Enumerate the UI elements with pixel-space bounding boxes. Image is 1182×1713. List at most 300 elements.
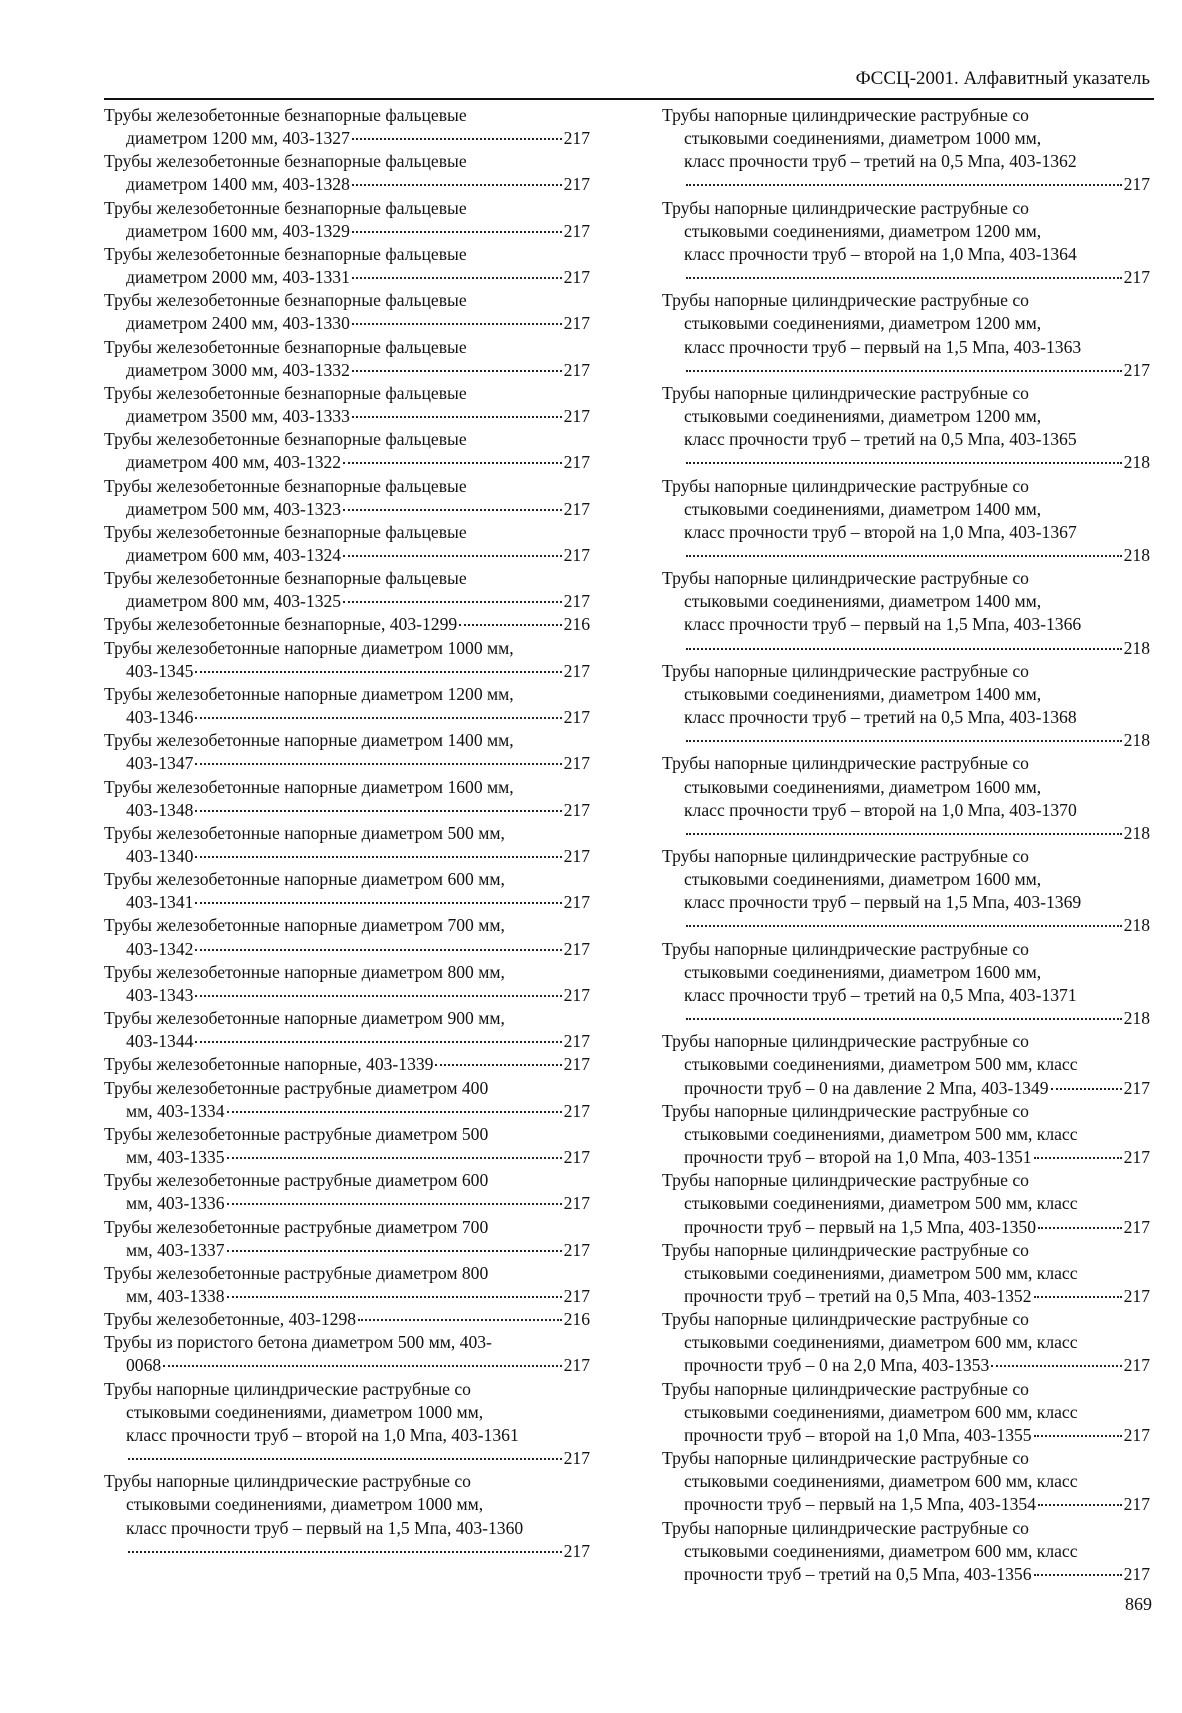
- index-page-ref: 217: [1123, 1494, 1150, 1515]
- index-entry-text: Трубы напорные цилиндрические раструбные со: [662, 1309, 1029, 1330]
- dot-leader: [128, 1551, 562, 1553]
- index-entry-line: [662, 845, 1150, 868]
- index-entry-text: класс прочности труб – первый на 1,5 Мпа, 403-1366: [684, 614, 1082, 635]
- index-entry-line: [104, 961, 590, 984]
- index-entry-line: [104, 1378, 590, 1401]
- index-entry-text: мм, 403-1338: [126, 1285, 225, 1306]
- index-entry-line: [104, 938, 590, 961]
- index-entry-text: Трубы из пористого бетона диаметром 500 мм, 403-: [104, 1332, 492, 1353]
- index-page-ref: 217: [563, 128, 590, 149]
- index-entry-line: [104, 1447, 590, 1470]
- index-entry-line: [104, 1030, 590, 1053]
- index-entry-line: [104, 1100, 590, 1123]
- dot-leader: [1038, 1504, 1122, 1506]
- index-page-ref: 217: [563, 174, 590, 195]
- index-page-ref: 217: [1123, 359, 1150, 380]
- index-page-ref: 216: [563, 614, 590, 635]
- index-entry-line: [662, 1540, 1150, 1563]
- index-entry-line: [662, 891, 1150, 914]
- index-entry-text: прочности труб – 0 на давление 2 Мпа, 403-1349: [684, 1077, 1049, 1098]
- index-entry-line: [662, 1192, 1150, 1215]
- index-entry-line: [662, 1239, 1150, 1262]
- index-entry-line: [662, 984, 1150, 1007]
- index-entry-line: [104, 1239, 590, 1262]
- index-entry-text: прочности труб – третий на 0,5 Мпа, 403-1356: [684, 1563, 1032, 1584]
- index-entry-line: [104, 776, 590, 799]
- index-entry-text: стыковыми соединениями, диаметром 600 мм, класс: [684, 1471, 1078, 1492]
- index-entry-line: [104, 914, 590, 937]
- index-entry-text: мм, 403-1334: [126, 1100, 225, 1121]
- index-entry-line: [104, 1192, 590, 1215]
- index-page-ref: 217: [563, 1147, 590, 1168]
- index-entry-text: Трубы железобетонные напорные диаметром 900 мм,: [104, 1008, 505, 1029]
- index-entry-text: диаметром 2400 мм, 403-1330: [126, 313, 350, 334]
- index-entry-line: [662, 1517, 1150, 1540]
- index-entry: [662, 1100, 1150, 1169]
- index-entry-text: Трубы напорные цилиндрические раструбные со: [662, 1239, 1029, 1260]
- dot-leader: [686, 555, 1122, 557]
- index-entry: [662, 104, 1150, 197]
- index-page-ref: 217: [563, 938, 590, 959]
- index-entry-text: стыковыми соединениями, диаметром 1000 мм,: [126, 1494, 484, 1515]
- index-page-ref: 217: [563, 1448, 590, 1469]
- index-entry-line: [104, 243, 590, 266]
- index-entry-line: [662, 1285, 1150, 1308]
- index-entry-line: [104, 197, 590, 220]
- dot-leader: [227, 1111, 562, 1113]
- index-entry-text: диаметром 2000 мм, 403-1331: [126, 267, 350, 288]
- index-entry-line: [104, 822, 590, 845]
- index-entry-text: 0068: [126, 1355, 162, 1376]
- index-entry-text: стыковыми соединениями, диаметром 1200 мм,: [684, 313, 1042, 334]
- index-entry: [104, 1007, 590, 1053]
- index-entry-line: [662, 914, 1150, 937]
- dot-leader: [195, 810, 561, 812]
- index-entry-line: [104, 150, 590, 173]
- index-entry-text: Трубы железобетонные безнапорные фальцевые: [104, 105, 467, 125]
- dot-leader: [227, 1203, 562, 1205]
- index-entry-line: [662, 405, 1150, 428]
- index-entry-line: [662, 1169, 1150, 1192]
- index-entry-line: [662, 1308, 1150, 1331]
- index-entry-text: Трубы железобетонные безнапорные фальцевые: [104, 197, 467, 218]
- index-page-ref: 217: [1123, 1285, 1150, 1306]
- index-entry-text: 403-1341: [126, 892, 194, 913]
- dot-leader: [352, 138, 562, 140]
- dot-leader: [686, 184, 1122, 186]
- page-number: 869: [1125, 1594, 1152, 1614]
- dot-leader: [343, 601, 562, 603]
- index-entry-line: [104, 590, 590, 613]
- index-entry-line: [662, 1493, 1150, 1516]
- index-entry-line: [662, 266, 1150, 289]
- index-entry-text: стыковыми соединениями, диаметром 600 мм, класс: [684, 1540, 1078, 1561]
- index-entry-line: [104, 1424, 590, 1447]
- index-entry: [662, 567, 1150, 660]
- index-entry-line: [662, 359, 1150, 382]
- index-entry-text: Трубы железобетонные напорные диаметром 600 мм,: [104, 869, 505, 890]
- index-entry-line: [104, 405, 590, 428]
- index-entry-line: [662, 1354, 1150, 1377]
- index-entry-line: [662, 1146, 1150, 1169]
- index-entry-text: класс прочности труб – третий на 0,5 Мпа, 403-1368: [684, 707, 1077, 728]
- index-entry: [104, 1331, 590, 1377]
- index-page-ref: 218: [1123, 1008, 1150, 1029]
- index-page-ref: 217: [563, 1054, 590, 1075]
- index-entry-text: класс прочности труб – третий на 0,5 Мпа, 403-1362: [684, 151, 1077, 172]
- dot-leader: [352, 323, 562, 325]
- index-entry-line: [662, 567, 1150, 590]
- index-entry: [104, 961, 590, 1007]
- index-entry-line: [662, 197, 1150, 220]
- index-page-ref: 217: [563, 359, 590, 380]
- index-entry-text: класс прочности труб – второй на 1,0 Мпа, 403-1361: [126, 1424, 519, 1445]
- index-entry-line: [662, 498, 1150, 521]
- index-entry-text: стыковыми соединениями, диаметром 1600 мм,: [684, 961, 1042, 982]
- index-entry-text: Трубы железобетонные раструбные диаметром 700: [104, 1216, 489, 1237]
- index-entry-line: [104, 220, 590, 243]
- index-entry-line: [104, 799, 590, 822]
- index-entry-line: [104, 567, 590, 590]
- index-entry-text: Трубы железобетонные раструбные диаметром 500: [104, 1123, 489, 1144]
- index-entry-line: [662, 243, 1150, 266]
- index-entry-text: класс прочности труб – второй на 1,0 Мпа, 403-1370: [684, 799, 1077, 820]
- dot-leader: [128, 1458, 562, 1460]
- dot-leader: [195, 902, 561, 904]
- index-entry-line: [104, 1216, 590, 1239]
- index-page-ref: 217: [563, 544, 590, 565]
- dot-leader: [195, 856, 561, 858]
- index-entry-line: [104, 1262, 590, 1285]
- dot-leader: [686, 740, 1122, 742]
- index-entry-line: [662, 938, 1150, 961]
- dot-leader: [686, 462, 1122, 464]
- index-entry: [104, 1216, 590, 1262]
- index-entry-text: Трубы железобетонные безнапорные фальцевые: [104, 382, 467, 403]
- index-entry-line: [662, 1401, 1150, 1424]
- index-entry: [104, 683, 590, 729]
- index-entry-text: стыковыми соединениями, диаметром 500 мм, класс: [684, 1054, 1078, 1075]
- index-entry-text: Трубы напорные цилиндрические раструбные со: [662, 660, 1029, 681]
- index-entry-text: Трубы напорные цилиндрические раструбные со: [662, 753, 1029, 774]
- index-entry-text: Трубы железобетонные раструбные диаметром 600: [104, 1170, 489, 1191]
- index-entry-text: 403-1342: [126, 938, 194, 959]
- index-page-ref: 217: [1123, 1216, 1150, 1237]
- dot-leader: [686, 370, 1122, 372]
- dot-leader: [343, 509, 562, 511]
- index-entry-line: [104, 498, 590, 521]
- index-entry-text: стыковыми соединениями, диаметром 1600 мм,: [684, 869, 1042, 890]
- index-entry-line: [104, 683, 590, 706]
- index-entry: [662, 197, 1150, 290]
- index-entry: [662, 660, 1150, 753]
- index-entry: [104, 1053, 590, 1076]
- index-entry-text: диаметром 1600 мм, 403-1329: [126, 220, 350, 241]
- index-entry-text: Трубы железобетонные безнапорные фальцевые: [104, 243, 467, 264]
- index-entry-line: [662, 1030, 1150, 1053]
- index-entry-line: [104, 868, 590, 891]
- index-entry-line: [662, 1007, 1150, 1030]
- index-entry-line: [104, 1517, 590, 1540]
- index-entry: [104, 243, 590, 289]
- index-entry-line: [104, 891, 590, 914]
- index-page-ref: 217: [563, 267, 590, 288]
- index-column-left: [104, 104, 590, 1563]
- index-entry-text: Трубы напорные цилиндрические раструбные со: [104, 1378, 471, 1399]
- index-entry-line: [662, 1378, 1150, 1401]
- index-entry-line: [662, 961, 1150, 984]
- index-entry-text: класс прочности труб – второй на 1,0 Мпа, 403-1364: [684, 243, 1077, 264]
- index-entry-line: [662, 683, 1150, 706]
- dot-leader: [195, 717, 561, 719]
- index-page-ref: 217: [1123, 1077, 1150, 1098]
- index-entry-line: [662, 173, 1150, 196]
- index-page-ref: 217: [563, 1100, 590, 1121]
- index-entry-text: диаметром 3000 мм, 403-1332: [126, 359, 350, 380]
- index-entry-text: класс прочности труб – первый на 1,5 Мпа, 403-1360: [126, 1517, 524, 1538]
- index-entry-text: диаметром 600 мм, 403-1324: [126, 544, 342, 565]
- index-entry-line: [104, 1053, 590, 1076]
- index-entry-text: 403-1348: [126, 799, 194, 820]
- index-entry-text: класс прочности труб – второй на 1,0 Мпа, 403-1367: [684, 521, 1077, 542]
- index-entry-line: [662, 706, 1150, 729]
- index-entry-line: [104, 127, 590, 150]
- index-entry-line: [662, 590, 1150, 613]
- index-entry-line: [104, 1123, 590, 1146]
- index-entry-text: диаметром 800 мм, 403-1325: [126, 591, 342, 612]
- index-entry-text: стыковыми соединениями, диаметром 1400 мм,: [684, 498, 1042, 519]
- index-entry-text: стыковыми соединениями, диаметром 1000 мм,: [126, 1401, 484, 1422]
- index-entry-text: Трубы напорные цилиндрические раструбные со: [662, 1517, 1029, 1538]
- index-entry-text: диаметром 500 мм, 403-1323: [126, 498, 342, 519]
- dot-leader: [1051, 1088, 1122, 1090]
- index-entry: [104, 150, 590, 196]
- index-entry-text: стыковыми соединениями, диаметром 500 мм, класс: [684, 1262, 1078, 1283]
- index-entry-text: Трубы напорные цилиндрические раструбные со: [662, 1031, 1029, 1052]
- index-entry-line: [662, 1470, 1150, 1493]
- index-entry-text: Трубы напорные цилиндрические раструбные со: [662, 938, 1029, 959]
- index-entry-text: 403-1343: [126, 984, 194, 1005]
- index-entry-text: 403-1347: [126, 753, 194, 774]
- index-entry-line: [104, 1169, 590, 1192]
- index-entry-text: прочности труб – 0 на 2,0 Мпа, 403-1353: [684, 1355, 990, 1376]
- index-entry-text: Трубы железобетонные напорные диаметром 1000 мм,: [104, 637, 514, 658]
- index-entry-line: [104, 637, 590, 660]
- index-entry: [104, 336, 590, 382]
- index-page-ref: 217: [563, 452, 590, 473]
- dot-leader: [195, 949, 561, 951]
- index-entry-line: [662, 1216, 1150, 1239]
- index-entry-line: [104, 1285, 590, 1308]
- dot-leader: [686, 277, 1122, 279]
- dot-leader: [352, 231, 562, 233]
- index-entry-text: Трубы железобетонные напорные диаметром 1600 мм,: [104, 776, 514, 797]
- dot-leader: [195, 1041, 561, 1043]
- index-entry-line: [104, 1540, 590, 1563]
- index-entry-text: Трубы напорные цилиндрические раструбные со: [662, 1448, 1029, 1469]
- index-entry-text: Трубы железобетонные безнапорные фальцевые: [104, 151, 467, 172]
- index-entry-text: Трубы железобетонные напорные диаметром 1200 мм,: [104, 683, 514, 704]
- index-page-ref: 217: [1123, 1147, 1150, 1168]
- index-entry: [104, 1169, 590, 1215]
- index-entry-text: Трубы железобетонные безнапорные, 403-1299: [104, 614, 458, 635]
- index-entry-line: [104, 266, 590, 289]
- index-page-ref: 217: [563, 1285, 590, 1306]
- dot-leader: [227, 1296, 562, 1298]
- index-page-ref: 216: [563, 1309, 590, 1330]
- index-entry-text: Трубы железобетонные безнапорные фальцевые: [104, 521, 467, 542]
- index-entry-line: [662, 868, 1150, 891]
- index-page-ref: 217: [1123, 1355, 1150, 1376]
- index-entry: [662, 475, 1150, 568]
- dot-leader: [1034, 1157, 1122, 1159]
- dot-leader: [991, 1365, 1121, 1367]
- index-entry-line: [662, 613, 1150, 636]
- dot-leader: [227, 1250, 562, 1252]
- dot-leader: [195, 995, 561, 997]
- index-entry-line: [104, 1077, 590, 1100]
- index-entry-text: стыковыми соединениями, диаметром 1200 мм,: [684, 406, 1042, 427]
- index-entry-text: стыковыми соединениями, диаметром 1200 мм,: [684, 220, 1042, 241]
- index-entry-text: Трубы железобетонные напорные диаметром 1400 мм,: [104, 730, 514, 751]
- index-page-ref: 217: [563, 892, 590, 913]
- index-page-ref: 217: [563, 1193, 590, 1214]
- index-entry-line: [662, 1123, 1150, 1146]
- index-page-ref: 217: [1123, 1563, 1150, 1584]
- index-entry-line: [104, 336, 590, 359]
- index-entry-text: мм, 403-1335: [126, 1147, 225, 1168]
- index-entry-line: [662, 104, 1150, 127]
- index-page-ref: 217: [563, 799, 590, 820]
- dot-leader: [686, 1018, 1122, 1020]
- index-entry-line: [662, 1053, 1150, 1076]
- index-entry-text: прочности труб – первый на 1,5 Мпа, 403-1350: [684, 1216, 1037, 1237]
- index-entry-text: стыковыми соединениями, диаметром 600 мм, класс: [684, 1332, 1078, 1353]
- index-entry: [662, 1239, 1150, 1308]
- index-entry-text: класс прочности труб – третий на 0,5 Мпа, 403-1371: [684, 984, 1077, 1005]
- index-entry-text: Трубы железобетонные раструбные диаметром 400: [104, 1077, 489, 1098]
- index-entry: [104, 521, 590, 567]
- index-entry: [104, 567, 590, 613]
- dot-leader: [686, 925, 1122, 927]
- index-entry: [104, 868, 590, 914]
- index-entry-text: Трубы напорные цилиндрические раструбные со: [104, 1471, 471, 1492]
- index-entry: [662, 938, 1150, 1031]
- index-entry-line: [104, 312, 590, 335]
- index-entry-line: [104, 845, 590, 868]
- index-entry-text: Трубы железобетонные безнапорные фальцевые: [104, 475, 467, 496]
- index-entry-line: [662, 127, 1150, 150]
- dot-leader: [1034, 1435, 1122, 1437]
- index-entry: [662, 1308, 1150, 1377]
- index-entry-text: Трубы напорные цилиндрические раструбные со: [662, 105, 1029, 125]
- dot-leader: [1034, 1574, 1122, 1576]
- index-entry-line: [662, 220, 1150, 243]
- index-entry-text: класс прочности труб – третий на 0,5 Мпа, 403-1365: [684, 429, 1077, 450]
- index-entry-text: Трубы железобетонные напорные диаметром 700 мм,: [104, 915, 505, 936]
- index-page-ref: 217: [563, 1031, 590, 1052]
- index-entry: [662, 1517, 1150, 1586]
- index-entry: [104, 197, 590, 243]
- index-entry: [104, 382, 590, 428]
- index-entry-line: [104, 1354, 590, 1377]
- index-entry-line: [104, 984, 590, 1007]
- dot-leader: [358, 1319, 562, 1321]
- dot-leader: [686, 833, 1122, 835]
- dot-leader: [352, 370, 562, 372]
- index-entry-text: Трубы железобетонные безнапорные фальцевые: [104, 429, 467, 450]
- index-entry-line: [104, 475, 590, 498]
- index-entry-text: Трубы напорные цилиндрические раструбные со: [662, 846, 1029, 866]
- index-entry-text: диаметром 400 мм, 403-1322: [126, 452, 342, 473]
- index-entry-text: прочности труб – второй на 1,0 Мпа, 403-1351: [684, 1147, 1032, 1168]
- dot-leader: [352, 277, 562, 279]
- index-entry-line: [104, 1007, 590, 1030]
- index-entry: [662, 289, 1150, 382]
- index-page-ref: 217: [1123, 1424, 1150, 1445]
- index-entry-line: [662, 521, 1150, 544]
- index-page-ref: 217: [1123, 267, 1150, 288]
- index-entry-line: [662, 544, 1150, 567]
- index-entry-line: [662, 1100, 1150, 1123]
- index-entry-line: [104, 1470, 590, 1493]
- index-entry-line: [104, 173, 590, 196]
- index-entry-text: стыковыми соединениями, диаметром 1000 мм,: [684, 128, 1042, 149]
- index-entry-text: прочности труб – первый на 1,5 Мпа, 403-1354: [684, 1494, 1037, 1515]
- index-entry: [662, 1030, 1150, 1099]
- index-entry-line: [662, 475, 1150, 498]
- index-entry-line: [662, 382, 1150, 405]
- index-page-ref: 217: [563, 313, 590, 334]
- index-entry-text: Трубы напорные цилиндрические раструбные со: [662, 568, 1029, 589]
- index-entry-text: Трубы напорные цилиндрические раструбные со: [662, 1100, 1029, 1121]
- index-entry: [104, 1308, 590, 1331]
- index-entry-line: [104, 104, 590, 127]
- index-entry: [662, 1447, 1150, 1516]
- index-entry-line: [662, 428, 1150, 451]
- index-entry-text: Трубы железобетонные раструбные диаметром 800: [104, 1262, 489, 1283]
- dot-leader: [686, 648, 1122, 650]
- index-entry-text: диаметром 1200 мм, 403-1327: [126, 128, 350, 149]
- index-entry-text: Трубы напорные цилиндрические раструбные со: [662, 1170, 1029, 1191]
- index-entry-line: [104, 660, 590, 683]
- index-entry-text: стыковыми соединениями, диаметром 1600 мм,: [684, 776, 1042, 797]
- index-entry-line: [104, 613, 590, 636]
- page-header: [104, 64, 1154, 100]
- index-page-ref: 217: [563, 660, 590, 681]
- index-entry-text: стыковыми соединениями, диаметром 500 мм, класс: [684, 1193, 1078, 1214]
- index-entry: [104, 613, 590, 636]
- index-page-ref: 218: [1123, 637, 1150, 658]
- index-page-ref: 217: [1123, 174, 1150, 195]
- dot-leader: [1038, 1227, 1122, 1229]
- index-entry-text: мм, 403-1337: [126, 1239, 225, 1260]
- index-entry: [662, 1378, 1150, 1447]
- index-entry: [104, 729, 590, 775]
- index-entry-line: [662, 822, 1150, 845]
- index-entry-line: [662, 1563, 1150, 1586]
- dot-leader: [352, 184, 562, 186]
- index-entry-text: стыковыми соединениями, диаметром 600 мм, класс: [684, 1401, 1078, 1422]
- index-page-ref: 217: [563, 498, 590, 519]
- index-entry-text: Трубы железобетонные, 403-1298: [104, 1309, 357, 1330]
- index-page-ref: 217: [563, 753, 590, 774]
- index-entry-line: [662, 1424, 1150, 1447]
- index-entry-line: [662, 1077, 1150, 1100]
- index-entry-text: стыковыми соединениями, диаметром 1400 мм,: [684, 683, 1042, 704]
- index-entry: [662, 1169, 1150, 1238]
- index-entry: [104, 822, 590, 868]
